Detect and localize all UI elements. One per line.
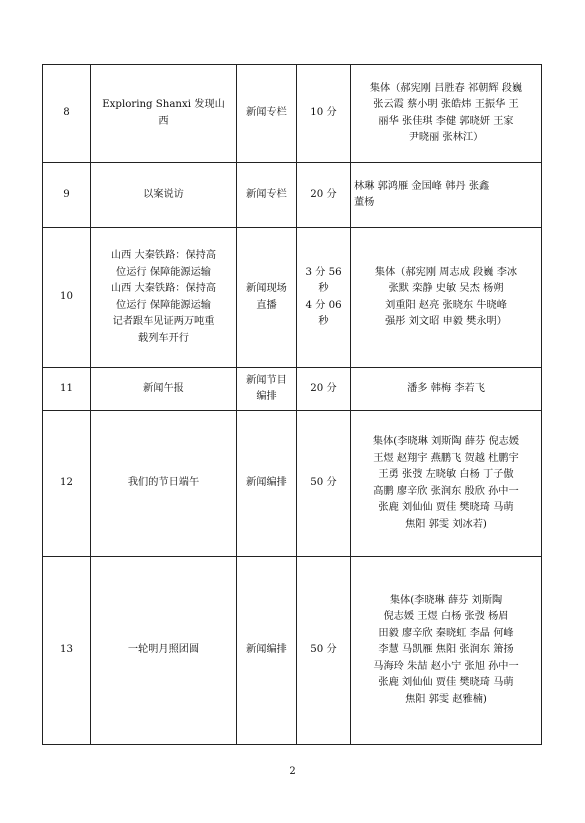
- table-row: [43, 368, 542, 411]
- page-number: 2: [289, 766, 296, 777]
- program-authors: 林琳 郭鸿雁 金国峰 韩丹 张鑫 董杨: [351, 163, 542, 228]
- program-title: 新闻午报: [91, 368, 237, 411]
- awards-table: [42, 64, 542, 745]
- program-duration: 50 分: [297, 557, 351, 745]
- row-number: 11: [43, 368, 91, 411]
- program-duration: 10 分: [297, 65, 351, 163]
- row-number: 9: [43, 163, 91, 228]
- row-number: 8: [43, 65, 91, 163]
- program-title: 我们的节日端午: [91, 411, 237, 557]
- table-row: [43, 228, 542, 368]
- table-row: [43, 557, 542, 745]
- table-row: [43, 65, 542, 163]
- program-title: 一轮明月照团圆: [91, 557, 237, 745]
- program-authors: 集体（郝宪刚 周志成 段巍 李冰 张默 栾静 史敏 吴杰 杨朔 刘重阳 赵亮 张晓东 牛晓峰 强彤 刘文昭 申毅 樊永明）: [351, 228, 542, 368]
- row-number: 12: [43, 411, 91, 557]
- program-title: Exploring Shanxi 发现山 西: [91, 65, 237, 163]
- program-category: 新闻专栏: [237, 65, 297, 163]
- program-duration: 20 分: [297, 368, 351, 411]
- table-row: [43, 411, 542, 557]
- program-category: 新闻专栏: [237, 163, 297, 228]
- program-authors: 潘多 韩梅 李若飞: [351, 368, 542, 411]
- row-number: 10: [43, 228, 91, 368]
- table-row: [43, 163, 542, 228]
- program-title: 以案说访: [91, 163, 237, 228]
- program-category: 新闻节目 编排: [237, 368, 297, 411]
- program-duration: 20 分: [297, 163, 351, 228]
- program-title: 山西 大秦铁路：保持高 位运行 保障能源运输 山西 大秦铁路：保持高 位运行 保障能源运输 记者跟车见证两万吨重 载列车开行: [91, 228, 237, 368]
- program-duration: 3 分 56 秒 4 分 06 秒: [297, 228, 351, 368]
- program-duration: 50 分: [297, 411, 351, 557]
- program-authors: 集体（郝宪刚 吕胜春 祁朝辉 段巍 张云霞 蔡小明 张皓炜 王振华 王 丽华 张佳琪 李健 郭晓妍 王家 尹晓丽 张林江）: [351, 65, 542, 163]
- program-category: 新闻现场 直播: [237, 228, 297, 368]
- program-category: 新闻编排: [237, 411, 297, 557]
- program-authors: 集体(李晓琳 薛芬 刘斯陶 倪志媛 王煜 白杨 张弢 杨眉 田毅 廖辛欣 秦晓虹 李晶 何峰 李慧 马凯雁 焦阳 张润东 箫扬 马海玲 朱喆 赵小宁 张旭 孙中一 张鹿 刘仙仙 贾佳 樊晓琦 马萌 焦阳 郭雯 赵雅楠): [351, 557, 542, 745]
- row-number: 13: [43, 557, 91, 745]
- program-authors: 集体(李晓琳 刘斯陶 薛芬 倪志媛 王煜 赵翔宇 燕鹏飞 贺越 杜鹏宇 王勇 张弢 左晓敏 白杨 丁子傲 高鹏 廖辛欣 张润东 殷欣 孙中一 张鹿 刘仙仙 贾佳 樊晓琦 马萌 焦阳 郭雯 刘冰若): [351, 411, 542, 557]
- program-category: 新闻编排: [237, 557, 297, 745]
